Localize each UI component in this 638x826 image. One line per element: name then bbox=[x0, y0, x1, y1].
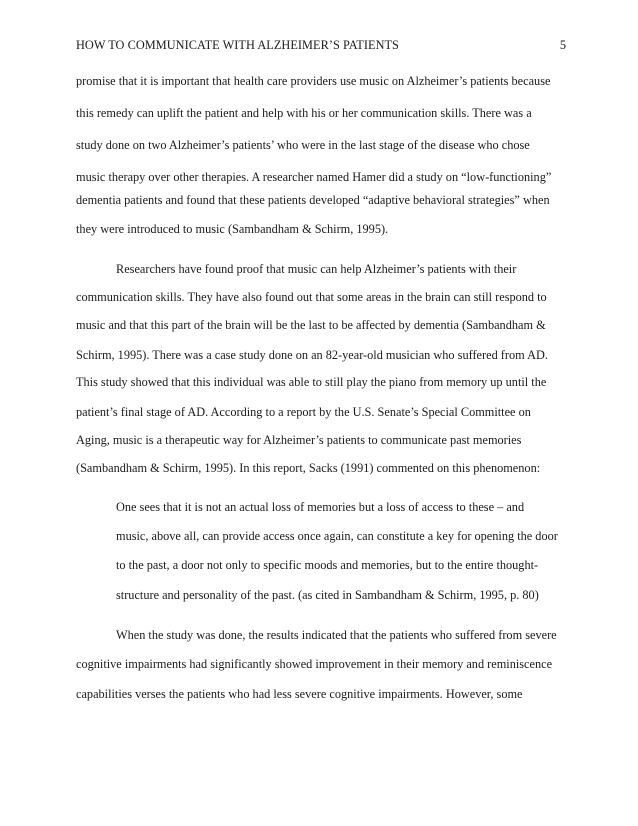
page-number: 5 bbox=[559, 38, 566, 52]
block-quote-line: to the past, a door not only to specific moods and memories, but to the entire thought- bbox=[116, 558, 539, 572]
text-line: promise that it is important that health care providers use music on Alzheimer’s patients because bbox=[76, 74, 551, 88]
text-line: dementia patients and found that these patients developed “adaptive behavioral strategies” when bbox=[76, 193, 550, 207]
text-line: this remedy can uplift the patient and help with his or her communication skills. There was a bbox=[76, 106, 532, 120]
block-quote-line: structure and personality of the past. (as cited in Sambandham & Schirm, 1995, p. 80) bbox=[116, 588, 539, 602]
text-line: This study showed that this individual was able to still play the piano from memory up until the bbox=[76, 375, 547, 389]
block-quote-line: One sees that it is not an actual loss of memories but a loss of access to these – and bbox=[116, 500, 525, 514]
running-head: HOW TO COMMUNICATE WITH ALZHEIMER’S PATIENTS bbox=[76, 38, 399, 52]
text-line: they were introduced to music (Sambandham & Schirm, 1995). bbox=[76, 222, 389, 236]
text-line: Researchers have found proof that music can help Alzheimer’s patients with their bbox=[116, 262, 517, 276]
text-line: (Sambandham & Schirm, 1995). In this report, Sacks (1991) commented on this phenomenon: bbox=[76, 461, 541, 475]
text-line: Schirm, 1995). There was a case study done on an 82-year-old musician who suffered from AD. bbox=[76, 348, 548, 362]
page-header bbox=[76, 38, 566, 56]
text-line: communication skills. They have also found out that some areas in the brain can still respond to bbox=[76, 290, 547, 304]
block-quote-line: music, above all, can provide access once again, can constitute a key for opening the door bbox=[116, 529, 558, 543]
text-line: music therapy over other therapies. A researcher named Hamer did a study on “low-functioning” bbox=[76, 170, 552, 184]
text-line: music and that this part of the brain will be the last to be affected by dementia (Sambandham & bbox=[76, 318, 546, 332]
text-line: Aging, music is a therapeutic way for Alzheimer’s patients to communicate past memories bbox=[76, 433, 522, 447]
text-line: patient’s final stage of AD. According to a report by the U.S. Senate’s Special Committee on bbox=[76, 405, 531, 419]
text-line: capabilities verses the patients who had less severe cognitive impairments. However, some bbox=[76, 687, 523, 701]
text-line: cognitive impairments had significantly showed improvement in their memory and reminiscence bbox=[76, 657, 553, 671]
text-line: When the study was done, the results indicated that the patients who suffered from severe bbox=[116, 628, 557, 642]
text-line: study done on two Alzheimer’s patients’ who were in the last stage of the disease who chose bbox=[76, 138, 530, 152]
